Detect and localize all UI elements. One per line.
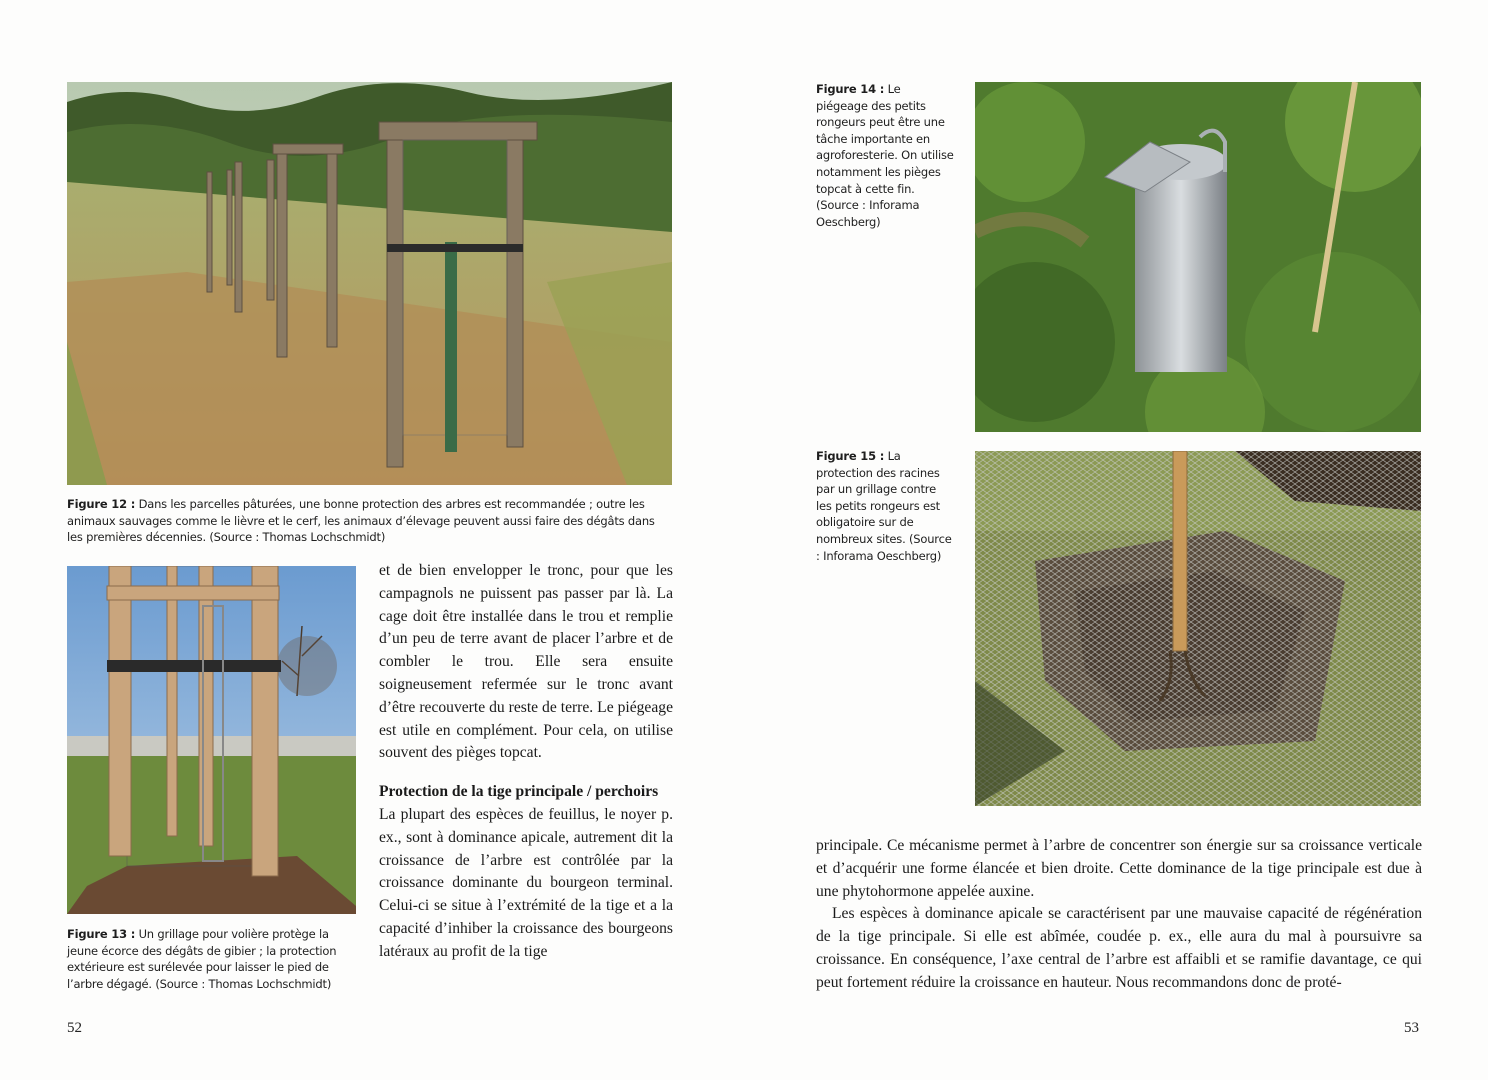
right-body-text (816, 835, 1422, 995)
page-number-right: 53 (1404, 1020, 1419, 1036)
left-body-text (379, 560, 673, 964)
figure-13-text: Un grillage pour volière protège la jeune écorce des dégâts de gibier ; la protection extérieure est surélevée pour laisser le pied de l’arbre dégagé. (Source : Thomas Lochschmidt) (67, 927, 337, 991)
figure-14-label: Figure 14 : (816, 82, 885, 96)
figure-14-photo (975, 82, 1421, 432)
figure-15-label: Figure 15 : (816, 449, 885, 463)
figure-12-caption (67, 496, 672, 546)
figure-14-text: Le piégeage des petits rongeurs peut être une tâche importante en agroforesterie. On utilise notamment les pièges topcat à cette fin. (Source : Inforama Oeschberg) (816, 82, 954, 229)
figure-14-caption (816, 81, 954, 230)
figure-12-label: Figure 12 : (67, 497, 136, 511)
figure-15-photo (975, 451, 1421, 806)
right-para-2: Les espèces à dominance apicale se caractérisent par une mauvaise capacité de régénération de la tige principale. Si elle est abîmée, coudée p. ex., elle aura du mal à poursuivre sa croissance. En conséquence, l’axe central de l’arbre est affaibli et se ramifie davantage, ce qui peut fortement réduire la croissance en hauteur. Nous recommandons donc de proté- (816, 905, 1422, 991)
section-heading: Protection de la tige principale / perchoirs (379, 783, 659, 801)
right-page (744, 0, 1488, 1080)
figure-13-photo (67, 566, 356, 914)
figure-13-label: Figure 13 : (67, 927, 136, 941)
figure-12-photo (67, 82, 672, 485)
left-para-1: et de bien envelopper le tronc, pour que les campagnols ne puissent pas passer par là. La cage doit être installée dans le trou et remplie d’un peu de terre avant de placer l’arbre et de combler le trou. Elle sera ensuite soigneusement refermée sur le tronc avant d’être recouverte du reste de terre. Le piégeage est utile en complément. Pour cela, on utilise souvent des pièges topcat. (379, 562, 673, 762)
figure-12-text: Dans les parcelles pâturées, une bonne protection des arbres est recommandée ; outre les animaux sauvages comme le lièvre et le cerf, les animaux d’élevage peuvent aussi faire des dégâts dans les premières décennies. (Source : Thomas Lochschmidt) (67, 497, 655, 545)
left-para-2: La plupart des espèces de feuillus, le noyer p. ex., sont à dominance apicale, autrement dit la croissance de l’arbre est contrôlée par la croissance dominante du bourgeon terminal. Celui-ci se situe à l’extrémité de la tige et a la capacité d’inhiber la croissance des bourgeons latéraux au profit de la tige (379, 805, 673, 960)
figure-13-caption (67, 926, 356, 992)
figure-15-text: La protection des racines par un grillage contre les petits rongeurs est obligatoire sur de nombreux sites. (Source : Inforama Oeschberg) (816, 449, 952, 563)
figure-15-caption (816, 448, 954, 564)
right-para-1: principale. Ce mécanisme permet à l’arbre de concentrer son énergie sur sa croissance verticale et d’acquérir une forme élancée et bien droite. Cette dominance de la tige principale est due à une phytohormone appelée auxine. (816, 837, 1422, 900)
page-number-left: 52 (67, 1020, 82, 1036)
